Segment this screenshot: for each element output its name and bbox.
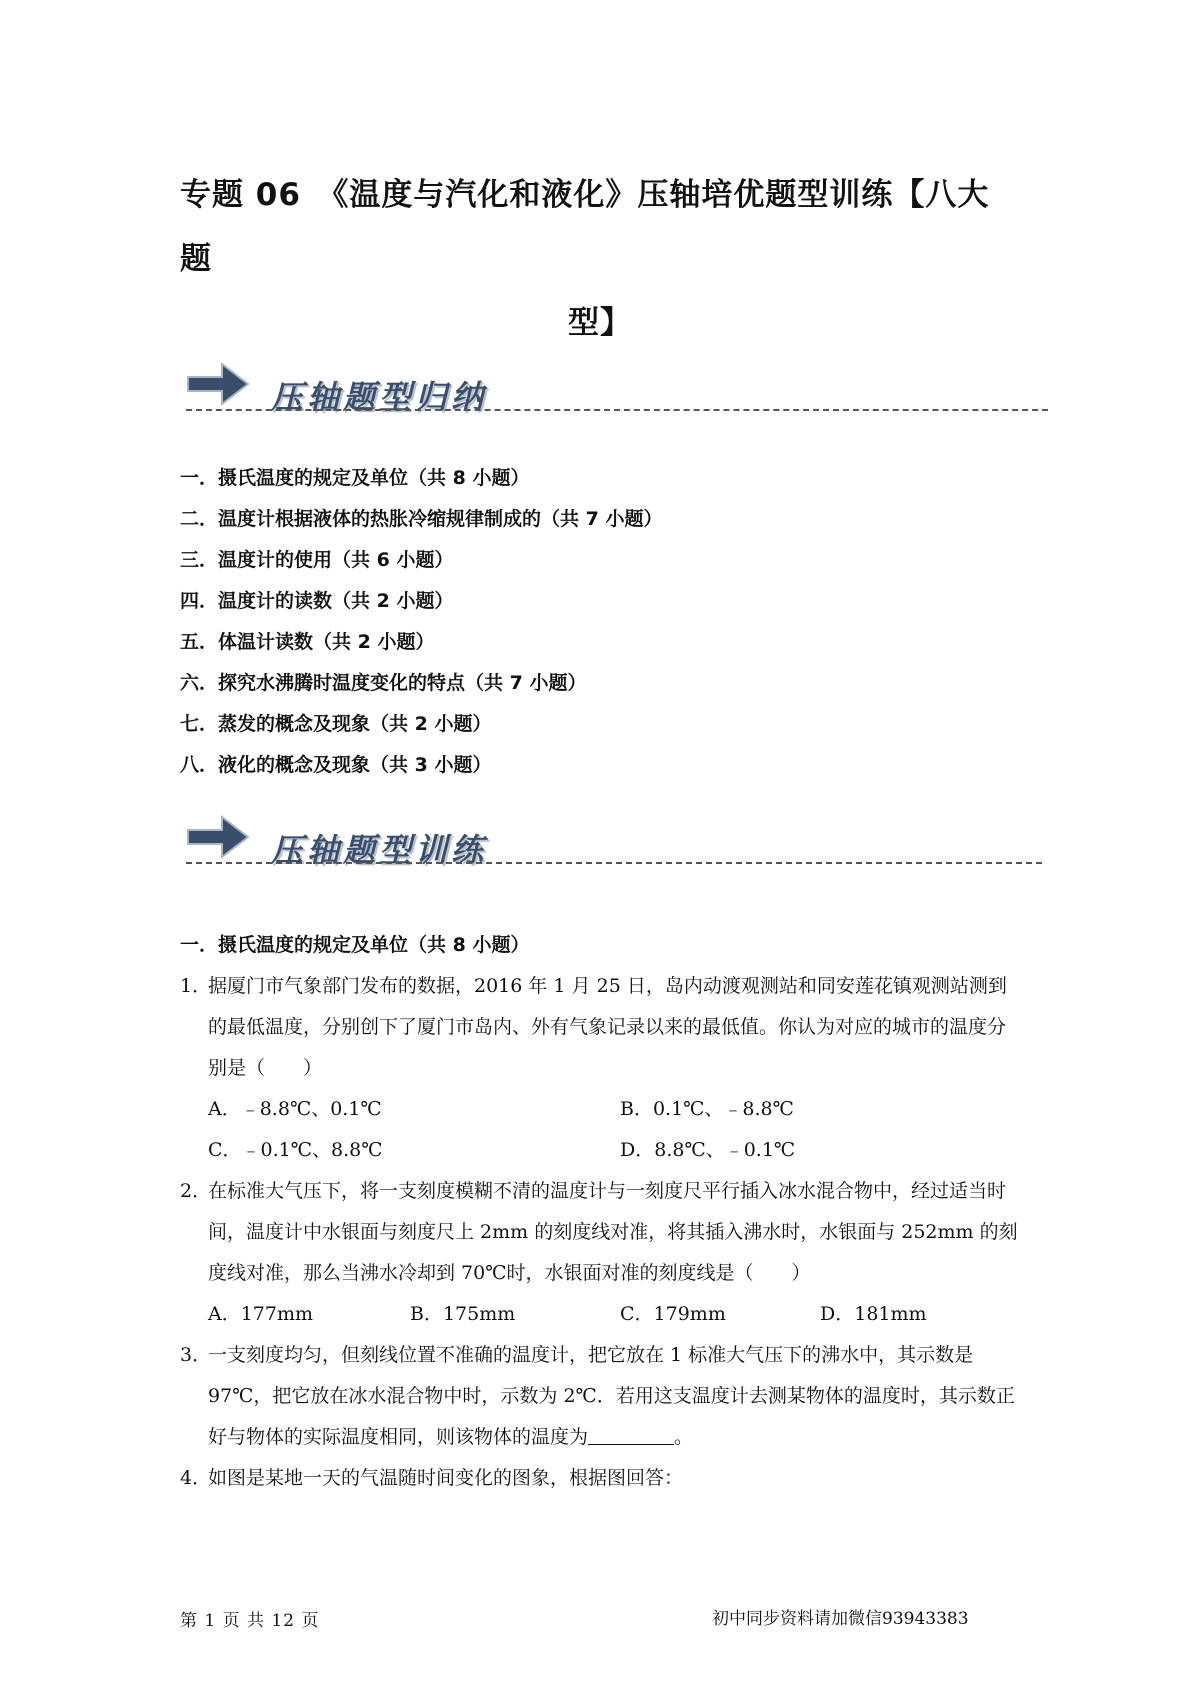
question-number: 4． xyxy=(180,1467,212,1489)
arrow-icon xyxy=(186,362,250,406)
dashed-divider xyxy=(186,862,1042,864)
title-line-1: 专题 06 《温度与汽化和液化》压轴培优题型训练【八大题 xyxy=(180,177,990,277)
option-b: B．0.1℃、﹣8.8℃ xyxy=(620,1098,794,1120)
topic-item: 四．温度计的读数（共 2 小题） xyxy=(180,590,454,612)
topic-list xyxy=(180,458,1040,786)
question-text: 如图是某地一天的气温随时间变化的图象，根据图回答： xyxy=(208,1467,684,1489)
dashed-divider xyxy=(186,409,1048,411)
topic-item: 五．体温计读数（共 2 小题） xyxy=(180,631,435,653)
question-end: 。 xyxy=(674,1426,694,1448)
option-b: B．175mm xyxy=(410,1303,516,1325)
question-content xyxy=(180,925,1020,1499)
document-title xyxy=(180,163,1020,355)
topic-item: 二．温度计根据液体的热胀冷缩规律制成的（共 7 小题） xyxy=(180,508,663,530)
option-a: A．﹣8.8℃、0.1℃ xyxy=(208,1098,382,1120)
option-a: A．177mm xyxy=(208,1303,314,1325)
answer-blank[interactable] xyxy=(588,1422,674,1445)
question-2 xyxy=(180,1171,1020,1294)
question-1 xyxy=(180,966,1020,1089)
section-banner-summary xyxy=(186,362,1048,432)
option-d: D．8.8℃、﹣0.1℃ xyxy=(620,1139,796,1161)
options-row xyxy=(180,1294,1020,1335)
question-number: 1． xyxy=(180,975,212,997)
options-row xyxy=(180,1089,1020,1130)
option-c: C．179mm xyxy=(620,1303,726,1325)
options-row xyxy=(180,1130,1020,1171)
page-number: 第 1 页 共 12 页 xyxy=(180,1611,320,1631)
title-line-2: 型】 xyxy=(568,305,632,341)
question-3 xyxy=(180,1335,1020,1458)
topic-item: 七．蒸发的概念及现象（共 2 小题） xyxy=(180,713,492,735)
footer-note: 初中同步资料请加微信93943383 xyxy=(712,1609,969,1629)
question-text: 在标准大气压下，将一支刻度模糊不清的温度计与一刻度尺平行插入冰水混合物中，经过适当时间，温度计中水银面与刻度尺上 2mm 的刻度线对准，将其插入沸水时，水银面与 252mm 的刻度线对准，那么当沸水冷却到 70℃时，水银面对准的刻度线是（ ） xyxy=(208,1180,1018,1284)
banner-title: 压轴题型训练 xyxy=(271,831,488,869)
banner-title: 压轴题型归纳 xyxy=(271,378,488,416)
question-number: 3． xyxy=(180,1344,212,1366)
topic-item: 一．摄氏温度的规定及单位（共 8 小题） xyxy=(180,467,530,489)
question-text: 据厦门市气象部门发布的数据，2016 年 1 月 25 日，岛内动渡观测站和同安莲花镇观测站测到的最低温度，分别创下了厦门市岛内、外有气象记录以来的最低值。你认为对应的城市的温度分别是（ ） xyxy=(208,975,1007,1079)
question-text: 一支刻度均匀，但刻线位置不准确的温度计，把它放在 1 标准大气压下的沸水中，其示数是 97℃，把它放在冰水混合物中时，示数为 2℃．若用这支温度计去测某物体的温度时，其示数正好与物体的实际温度相同，则该物体的温度为 xyxy=(208,1344,1015,1448)
arrow-icon xyxy=(186,815,250,859)
section-heading: 一．摄氏温度的规定及单位（共 8 小题） xyxy=(180,934,530,956)
option-c: C．﹣0.1℃、8.8℃ xyxy=(208,1139,383,1161)
topic-item: 三．温度计的使用（共 6 小题） xyxy=(180,549,454,571)
topic-item: 八．液化的概念及现象（共 3 小题） xyxy=(180,754,492,776)
option-d: D．181mm xyxy=(820,1303,927,1325)
topic-item: 六．探究水沸腾时温度变化的特点（共 7 小题） xyxy=(180,672,587,694)
section-banner-training xyxy=(186,815,1042,885)
question-4 xyxy=(180,1458,1020,1499)
question-number: 2． xyxy=(180,1180,212,1202)
